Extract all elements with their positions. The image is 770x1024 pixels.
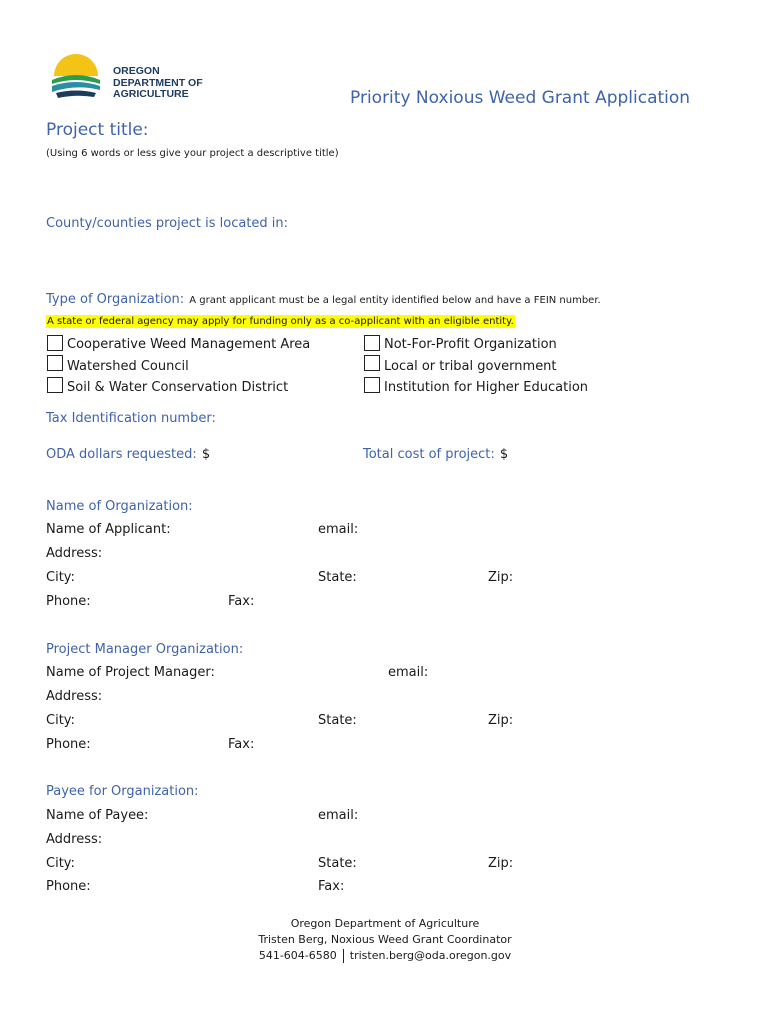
checkbox-nonprofit[interactable] — [364, 335, 380, 351]
applicant-address-label: Address: — [46, 546, 103, 561]
applicant-fax-label: Fax: — [228, 594, 255, 609]
oda-dollars-row — [46, 443, 210, 462]
payee-address-label: Address: — [46, 832, 103, 847]
payee-zip-label: Zip: — [488, 856, 514, 871]
total-cost-label: Total cost of project: — [363, 447, 495, 462]
option-label: Institution for Higher Education — [384, 380, 589, 395]
option-label: Local or tribal government — [384, 359, 557, 374]
footer-email[interactable]: tristen.berg@oda.oregon.gov — [349, 949, 512, 962]
option-label: Soil & Water Conservation District — [67, 380, 289, 395]
payee-email-label: email: — [318, 808, 359, 823]
checkbox-watershed-council[interactable] — [47, 355, 63, 371]
document-title: Priority Noxious Weed Grant Application — [350, 88, 691, 108]
footer-agency: Oregon Department of Agriculture — [290, 917, 480, 930]
option-label: Watershed Council — [67, 359, 189, 374]
manager-fax-label: Fax: — [228, 737, 255, 752]
oda-logo-icon — [50, 50, 102, 102]
manager-name-label: Name of Project Manager: — [46, 665, 215, 680]
project-title-hint: (Using 6 words or less give your project a descriptive title) — [46, 148, 339, 159]
manager-address-label: Address: — [46, 689, 103, 704]
applicant-email-label: email: — [318, 522, 359, 537]
applicant-name-label: Name of Applicant: — [46, 522, 171, 537]
payee-state-label: State: — [318, 856, 357, 871]
option-label: Cooperative Weed Management Area — [67, 337, 311, 352]
footer-phone: 541-604-6580 — [258, 949, 337, 962]
logo-wordmark: OREGON DEPARTMENT OF AGRICULTURE — [113, 65, 203, 100]
manager-zip-label: Zip: — [488, 713, 514, 728]
manager-phone-label: Phone: — [46, 737, 91, 752]
county-label: County/counties project is located in: — [46, 216, 289, 231]
option-label: Not-For-Profit Organization — [384, 337, 557, 352]
checkbox-higher-ed[interactable] — [364, 377, 380, 393]
org-type-row — [46, 288, 601, 307]
org-type-description: A grant applicant must be a legal entity identified below and have a FEIN number. — [189, 295, 601, 306]
manager-email-label: email: — [388, 665, 429, 680]
applicant-city-label: City: — [46, 570, 75, 585]
payee-fax-label: Fax: — [318, 879, 345, 894]
payee-city-label: City: — [46, 856, 75, 871]
checkbox-cwma[interactable] — [47, 335, 63, 351]
footer-separator — [343, 949, 344, 963]
org-type-label: Type of Organization: — [46, 292, 185, 307]
project-manager-heading: Project Manager Organization: — [46, 642, 244, 657]
payee-heading: Payee for Organization: — [46, 784, 199, 799]
checkbox-swcd[interactable] — [47, 377, 63, 393]
org-type-note — [46, 309, 515, 328]
applicant-state-label: State: — [318, 570, 357, 585]
footer-contact — [0, 916, 770, 964]
oda-dollars-label: ODA dollars requested: — [46, 447, 197, 462]
manager-city-label: City: — [46, 713, 75, 728]
footer-coordinator: Tristen Berg, Noxious Weed Grant Coordinator — [258, 933, 512, 946]
organization-heading: Name of Organization: — [46, 499, 193, 514]
applicant-zip-label: Zip: — [488, 570, 514, 585]
dollar-sign: $ — [201, 447, 211, 462]
applicant-phone-label: Phone: — [46, 594, 91, 609]
dollar-sign: $ — [499, 447, 509, 462]
checkbox-local-tribal[interactable] — [364, 355, 380, 371]
manager-state-label: State: — [318, 713, 357, 728]
footer-contact-line — [0, 948, 770, 964]
payee-phone-label: Phone: — [46, 879, 91, 894]
tax-id-label: Tax Identification number: — [46, 411, 216, 426]
agency-highlight-note: A state or federal agency may apply for funding only as a co-applicant with an eligible entity. — [47, 316, 514, 327]
project-title-label: Project title: — [46, 120, 149, 140]
total-cost-row — [363, 443, 508, 462]
payee-name-label: Name of Payee: — [46, 808, 149, 823]
